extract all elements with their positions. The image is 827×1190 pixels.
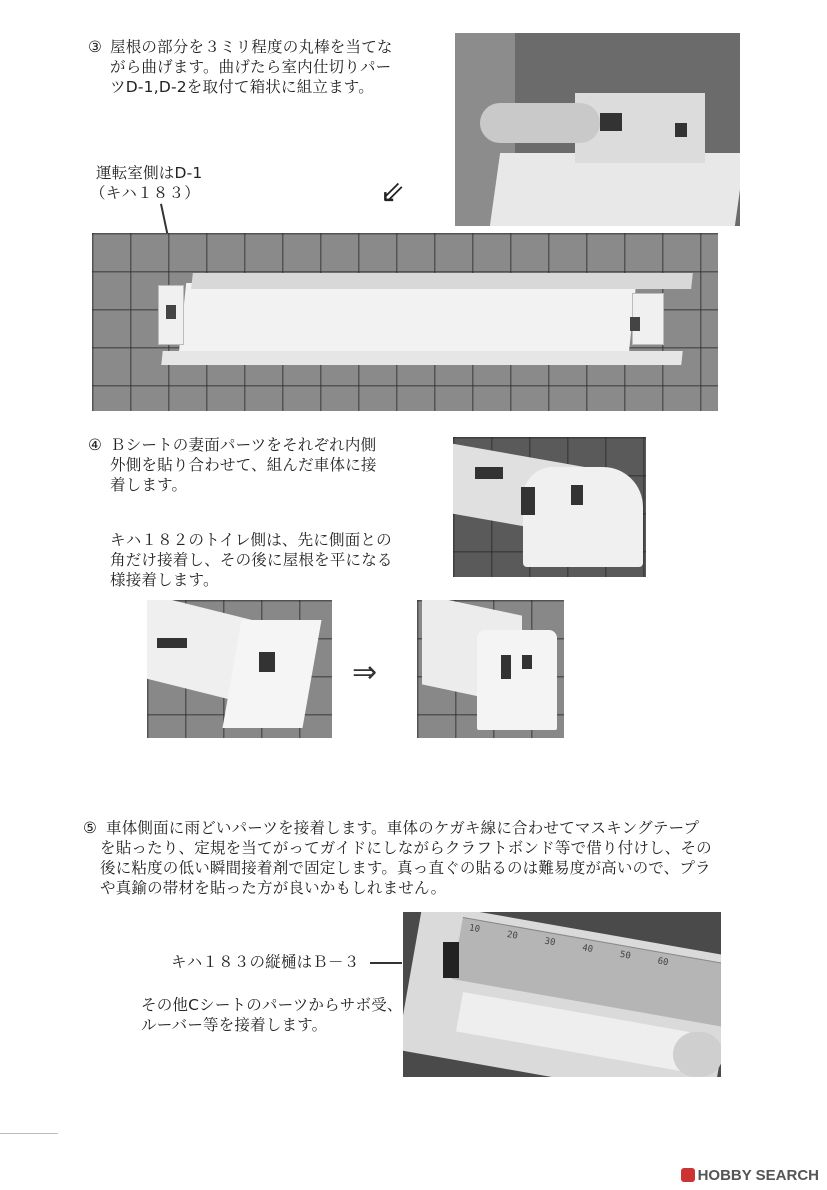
step5-note2-line-1: その他Cシートのパーツからサボ受、	[141, 996, 403, 1014]
ruler-mark: 40	[581, 943, 594, 955]
photo-roof-bending	[455, 33, 740, 226]
step4-line-2: 外側を貼り合わせて、組んだ車体に接	[110, 456, 377, 474]
photo-after	[417, 600, 564, 738]
ruler-mark: 10	[468, 923, 481, 936]
photo-end-panel	[453, 437, 646, 577]
step4-note-line-3: 様接着します。	[110, 571, 219, 589]
photo-box-assembled	[92, 233, 718, 411]
ruler-mark: 30	[543, 936, 557, 949]
before-after-arrow-icon: ⇒	[352, 655, 378, 690]
photo-before	[147, 600, 332, 738]
ruler-mark: 60	[656, 956, 670, 969]
step3-line-1: 屋根の部分を３ミリ程度の丸棒を当てな	[110, 38, 393, 56]
callout-arrow-icon: ⇙	[380, 175, 406, 210]
step5-note-downpipe: キハ１８３の縦樋はＢ－３	[171, 953, 360, 971]
ruler-mark: 20	[505, 929, 519, 942]
box-side-near	[161, 351, 682, 365]
step4-number: ④	[88, 436, 103, 454]
step4-note-line-2: 角だけ接着し、その後に屋根を平になる	[110, 551, 393, 569]
watermark-text: HOBBY SEARCH	[697, 1167, 819, 1184]
ruler-mark: 50	[619, 949, 632, 962]
step5-line-4: や真鍮の帯材を貼った方が良いかもしれません。	[100, 879, 447, 897]
step5-number: ⑤	[83, 819, 98, 837]
step5-line-1: 車体側面に雨どいパーツを接着します。車体のケガキ線に合わせてマスキングテープ	[106, 819, 700, 837]
callout-d1-line2: （キハ１８３）	[90, 184, 200, 202]
photo-ruler-gutter	[403, 912, 721, 1077]
scan-edge-line	[0, 1133, 58, 1134]
step5-line-2: を貼ったり、定規を当てがってガイドにしながらクラフトボンド等で借り付けし、その	[100, 839, 712, 857]
hobby-search-logo-icon	[681, 1168, 695, 1182]
box-side-far	[191, 273, 693, 289]
step4-note-line-1: キハ１８２のトイレ側は、先に側面との	[110, 531, 392, 549]
callout-d1-line1: 運転室側はD-1	[96, 164, 203, 182]
hobby-search-watermark	[681, 1167, 819, 1184]
note-pointer-line	[370, 962, 402, 964]
step4-line-1: Ｂシートの妻面パーツをそれぞれ内側	[110, 436, 377, 454]
step5-line-3: 後に粘度の低い瞬間接着剤で固定します。真っ直ぐの貼るのは難易度が高いので、プラ	[100, 859, 711, 877]
step4-line-3: 着します。	[110, 476, 188, 494]
step3-line-2: がら曲げます。曲げたら室内仕切りパー	[110, 58, 392, 76]
step3-line-3: ツD-1,D-2を取付て箱状に組立ます。	[110, 78, 374, 96]
step5-note2-line-2: ルーバー等を接着します。	[141, 1016, 328, 1034]
step3-number: ③	[88, 38, 103, 56]
